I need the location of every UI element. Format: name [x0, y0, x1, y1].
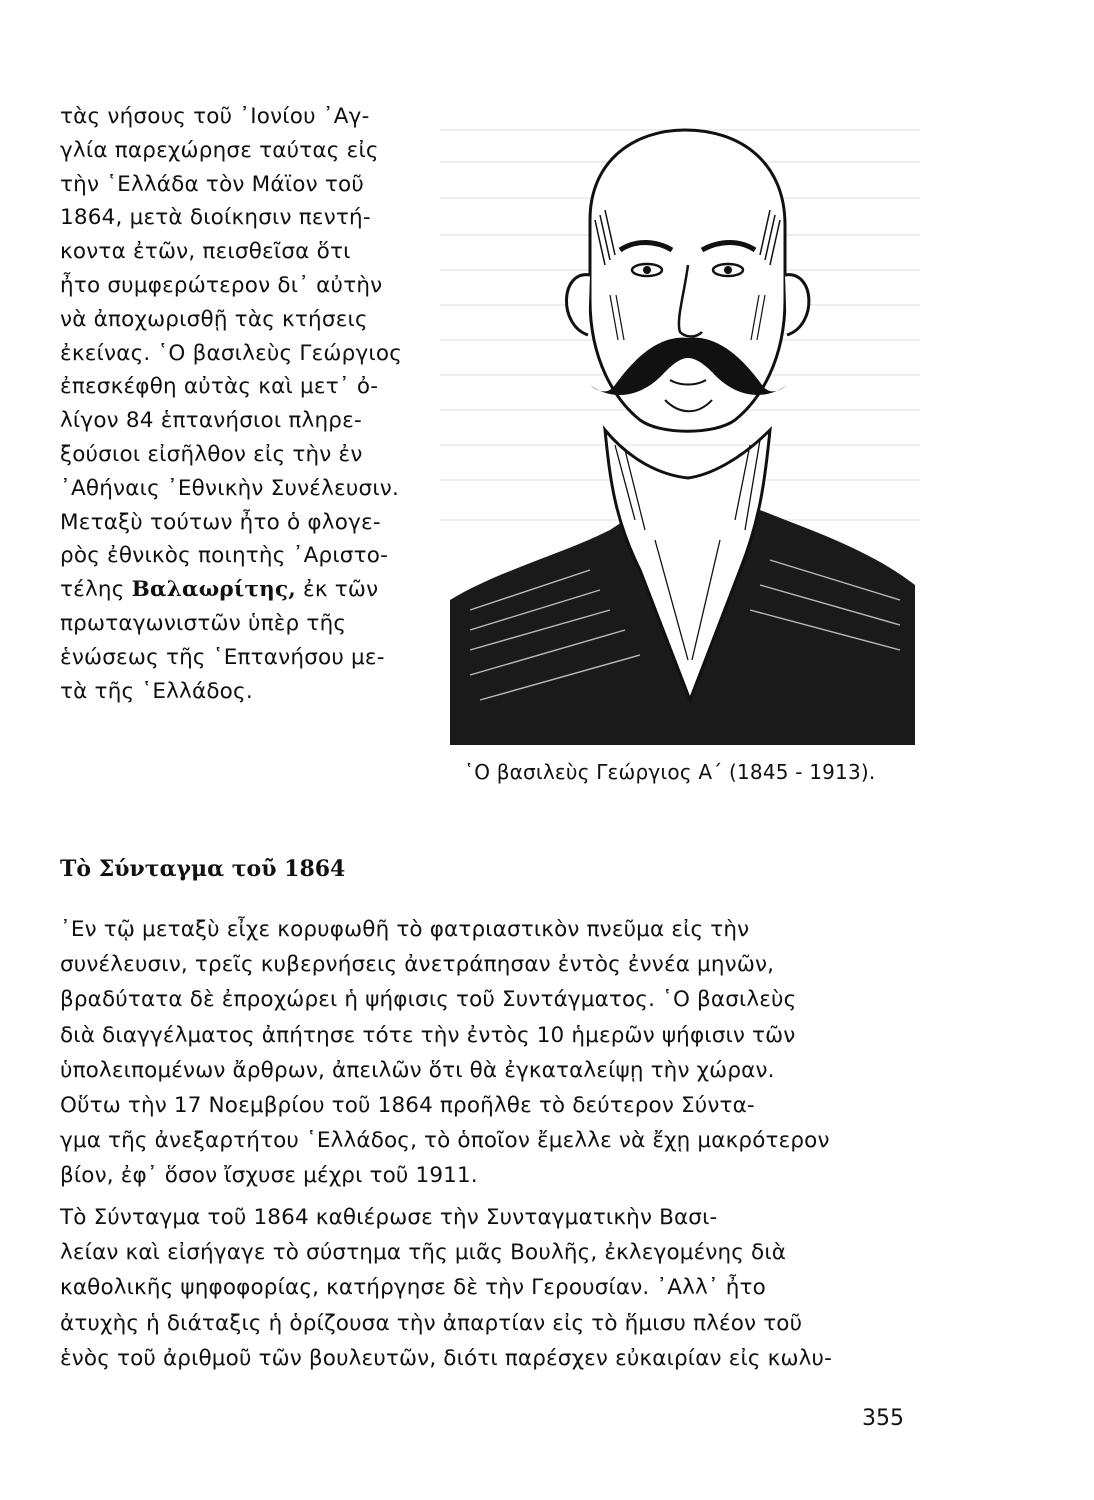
text-line: ᾿Εν τῷ μεταξὺ εἶχε κορυφωθῆ τὸ φατριαστικὸν πνεῦμα εἰς τὴν — [60, 917, 750, 942]
text-line: τὰς νήσους τοῦ ᾿Ιονίου ᾿Αγ- — [60, 104, 370, 129]
text-line: καθολικῆς ψηφοφορίας, κατήργησε δὲ τὴν Γερουσίαν. ᾿Αλλ᾿ ἦτο — [60, 1275, 766, 1301]
text-line: ἑνὸς τοῦ ἀριθμοῦ τῶν βουλευτῶν, διότι παρέσχεν εὐκαιρίαν εἰς κωλυ- — [60, 1345, 832, 1371]
text-line: βίον, ἐφ᾿ ὅσον ἴσχυσε μέχρι τοῦ 1911. — [60, 1163, 478, 1189]
right-pupil — [724, 266, 732, 274]
left-pupil — [643, 266, 651, 274]
text-line: ρὸς ἐθνικὸς ποιητὴς ᾿Αριστο- — [60, 543, 389, 569]
portrait-caption: ῾Ο βασιλεὺς Γεώργιος Α΄ (1845 - 1913). — [464, 760, 876, 784]
text-line: ὑπολειπομένων ἄρθρων, ἀπειλῶν ὅτι θὰ ἐγκαταλείψῃ τὴν χώραν. — [60, 1057, 775, 1083]
text-line: λίγον 84 ἑπτανήσιοι πληρε- — [60, 408, 362, 434]
section-heading: Τὸ Σύνταγμα τοῦ 1864 — [60, 856, 346, 882]
text-line: Οὕτω τὴν 17 Νοεμβρίου τοῦ 1864 προῆλθε τὸ δεύτερον Σύντα- — [60, 1092, 755, 1118]
text-line: λείαν καὶ εἰσήγαγε τὸ σύστημα τῆς μιᾶς Βουλῆς, ἐκλεγομένης διὰ — [60, 1240, 787, 1266]
text-line-with-name — [60, 573, 420, 607]
right-ear — [785, 275, 809, 335]
poet-name: Βαλαωρίτης, — [131, 577, 296, 603]
text-fragment: ἐκ τῶν — [295, 577, 379, 603]
left-ear — [566, 275, 590, 335]
paragraph-2 — [60, 1200, 920, 1376]
king-george-portrait — [440, 100, 920, 745]
text-line: νὰ ἀποχωρισθῇ τὰς κτήσεις — [60, 306, 368, 332]
text-line: τὴν ῾Ελλάδα τὸν Μάϊον τοῦ — [60, 171, 365, 197]
text-line: ἑνώσεως τῆς ῾Επτανήσου με- — [60, 644, 385, 670]
text-fragment: τέλης — [60, 577, 132, 603]
left-text-column — [60, 100, 420, 708]
text-line: γλία παρεχώρησε ταύτας εἰς — [60, 137, 379, 163]
text-line: 1864, μετὰ διοίκησιν πεντή- — [60, 205, 371, 231]
text-line: ἐπεσκέφθη αὐτὰς καὶ μετ᾿ ὀ- — [60, 374, 379, 400]
text-line: πρωταγωνιστῶν ὑπὲρ τῆς — [60, 610, 347, 636]
text-line: ξούσιοι εἰσῆλθον εἰς τὴν ἐν — [60, 441, 363, 467]
text-line: διὰ διαγγέλματος ἀπήτησε τότε τὴν ἐντὸς 10 ἡμερῶν ψήφισιν τῶν — [60, 1022, 796, 1048]
text-line: γμα τῆς ἀνεξαρτήτου ῾Ελλάδος, τὸ ὁποῖον ἔμελλε νὰ ἔχῃ μακρότερον — [60, 1128, 830, 1154]
text-line: βραδύτατα δὲ ἐπροχώρει ἡ ψήφισις τοῦ Συντάγματος. ῾Ο βασιλεὺς — [60, 987, 797, 1013]
text-line: ᾿Αθήναις ᾿Εθνικὴν Συνέλευσιν. — [60, 475, 400, 501]
text-line: ἐκείνας. ῾Ο βασιλεὺς Γεώργιος — [60, 340, 403, 366]
text-line: κοντα ἐτῶν, πεισθεῖσα ὅτι — [60, 239, 351, 265]
text-line: Μεταξὺ τούτων ἦτο ὁ φλογε- — [60, 509, 381, 535]
text-line: Τὸ Σύνταγμα τοῦ 1864 καθιέρωσε τὴν Συνταγματικὴν Βασι- — [60, 1205, 718, 1230]
page-number: 355 — [862, 1406, 904, 1431]
text-line: ἀτυχὴς ἡ διάταξις ἡ ὁρίζουσα τὴν ἀπαρτίαν εἰς τὸ ἥμισυ πλέον τοῦ — [60, 1310, 803, 1336]
text-line: συνέλευσιν, τρεῖς κυβερνήσεις ἀνετράπησαν ἐντὸς ἐννέα μηνῶν, — [60, 952, 775, 978]
text-line: τὰ τῆς ῾Ελλάδος. — [60, 678, 253, 704]
text-line: ἦτο συμφερώτερον δι᾿ αὐτὴν — [60, 272, 383, 298]
paragraph-1 — [60, 912, 920, 1194]
